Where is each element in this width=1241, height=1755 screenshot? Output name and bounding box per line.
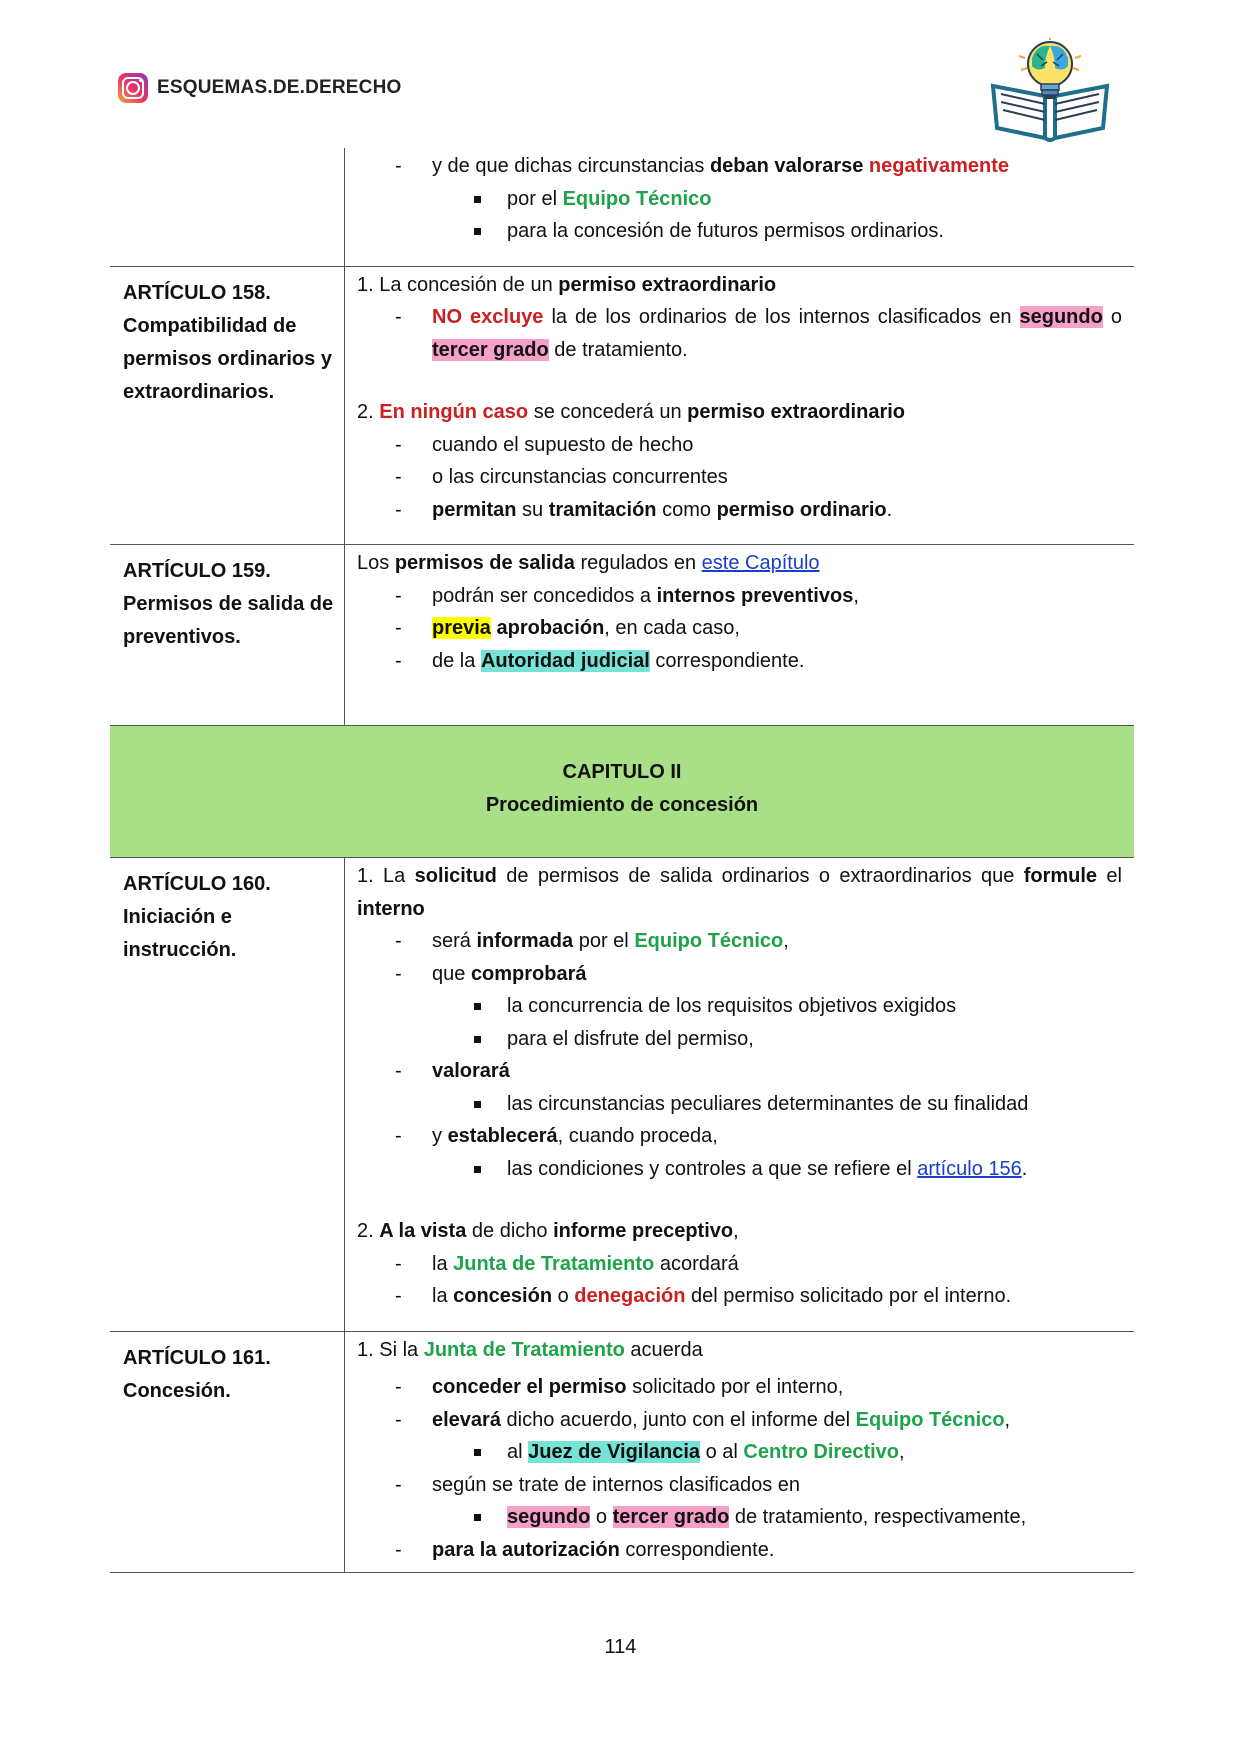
article-label: ARTÍCULO 158. Compatibilidad de permisos ordinarios y extraordinarios. — [110, 266, 345, 545]
list-item: - elevará dicho acuerdo, junto con el informe del Equipo Técnico, — [357, 1404, 1122, 1437]
article-label-empty — [110, 148, 345, 266]
list-item: - cuando el supuesto de hecho — [357, 429, 1122, 462]
sub-list-item: la concurrencia de los requisitos objetivos exigidos — [357, 990, 1122, 1023]
article-content — [345, 148, 1135, 266]
sub-list-item: segundo o tercer grado de tratamiento, respectivamente, — [357, 1501, 1122, 1534]
list-item: - según se trate de internos clasificados en — [357, 1469, 1122, 1502]
chapter-title: CAPITULO II — [562, 761, 682, 783]
articulo-156-link[interactable]: artículo 156 — [917, 1157, 1022, 1180]
article-content — [345, 858, 1135, 1332]
table-row — [110, 148, 1134, 266]
table-row — [110, 1331, 1134, 1573]
sub-list-item: las condiciones y controles a que se refiere el artículo 156. — [357, 1153, 1122, 1186]
paragraph: 1. La solicitud de permisos de salida ordinarios o extraordinarios que formule el interno — [357, 865, 1122, 920]
table-row — [110, 545, 1134, 726]
paragraph: 2. En ningún caso se concederá un permiso extraordinario — [357, 401, 905, 423]
list-item: - de la Autoridad judicial correspondiente. — [357, 645, 1122, 678]
article-content — [345, 545, 1135, 726]
paragraph: 1. La concesión de un permiso extraordinario — [357, 273, 777, 296]
article-content — [345, 1331, 1135, 1573]
sub-list-item: para el disfrute del permiso, — [357, 1023, 1122, 1056]
header — [118, 70, 402, 106]
list-item: - o las circunstancias concurrentes — [357, 461, 1122, 494]
list-item: - la Junta de Tratamiento acordará — [357, 1248, 1122, 1281]
sub-list-item: por el Equipo Técnico — [357, 183, 1122, 216]
table-row — [110, 266, 1134, 545]
article-label: ARTÍCULO 160. Iniciación e instrucción. — [110, 858, 345, 1332]
instagram-icon — [118, 73, 148, 103]
chapter-row — [110, 726, 1134, 858]
chapter-subtitle: Procedimiento de concesión — [485, 794, 759, 816]
paragraph: 1. Si la Junta de Tratamiento acuerda — [357, 1338, 703, 1361]
sub-list-item: para la concesión de futuros permisos ordinarios. — [357, 215, 1122, 248]
brain-lightbulb-book-logo — [985, 38, 1115, 148]
list-item: - será informada por el Equipo Técnico, — [357, 925, 1122, 958]
list-item: - NO excluye la de los ordinarios de los internos clasificados en segundo o tercer grado de tratamiento. — [357, 301, 1122, 366]
article-label: ARTÍCULO 161. Concesión. — [110, 1331, 345, 1573]
list-item: - valorará — [357, 1055, 1122, 1088]
list-item: - que comprobará — [357, 958, 1122, 991]
list-item: - previa aprobación, en cada caso, — [357, 612, 1122, 645]
sub-list-item: al Juez de Vigilancia o al Centro Directivo, — [357, 1436, 1122, 1469]
page-number: 114 — [604, 1636, 637, 1658]
brand-name: ESQUEMAS.DE.DERECHO — [157, 77, 402, 98]
este-capitulo-link[interactable]: este Capítulo — [701, 552, 820, 574]
article-content — [345, 266, 1135, 545]
list-item: - conceder el permiso solicitado por el interno, — [357, 1371, 1122, 1404]
sub-list-item: las circunstancias peculiares determinantes de su finalidad — [357, 1088, 1122, 1121]
chapter-heading — [110, 726, 1134, 858]
list-item: - y de que dichas circunstancias deban valorarse negativamente — [357, 150, 1122, 183]
list-item: - la concesión o denegación del permiso solicitado por el interno. — [357, 1280, 1122, 1313]
list-item: - y establecerá, cuando proceda, — [357, 1120, 1122, 1153]
paragraph: Los permisos de salida regulados en este Capítulo — [357, 552, 820, 574]
table-row — [110, 858, 1134, 1332]
article-label: ARTÍCULO 159. Permisos de salida de preventivos. — [110, 545, 345, 726]
list-item: - para la autorización correspondiente. — [357, 1534, 1122, 1567]
list-item: - podrán ser concedidos a internos preventivos, — [357, 580, 1122, 613]
paragraph: 2. A la vista de dicho informe preceptivo, — [357, 1220, 739, 1242]
articles-table — [110, 148, 1134, 1573]
list-item: - permitan su tramitación como permiso ordinario. — [357, 494, 1122, 527]
